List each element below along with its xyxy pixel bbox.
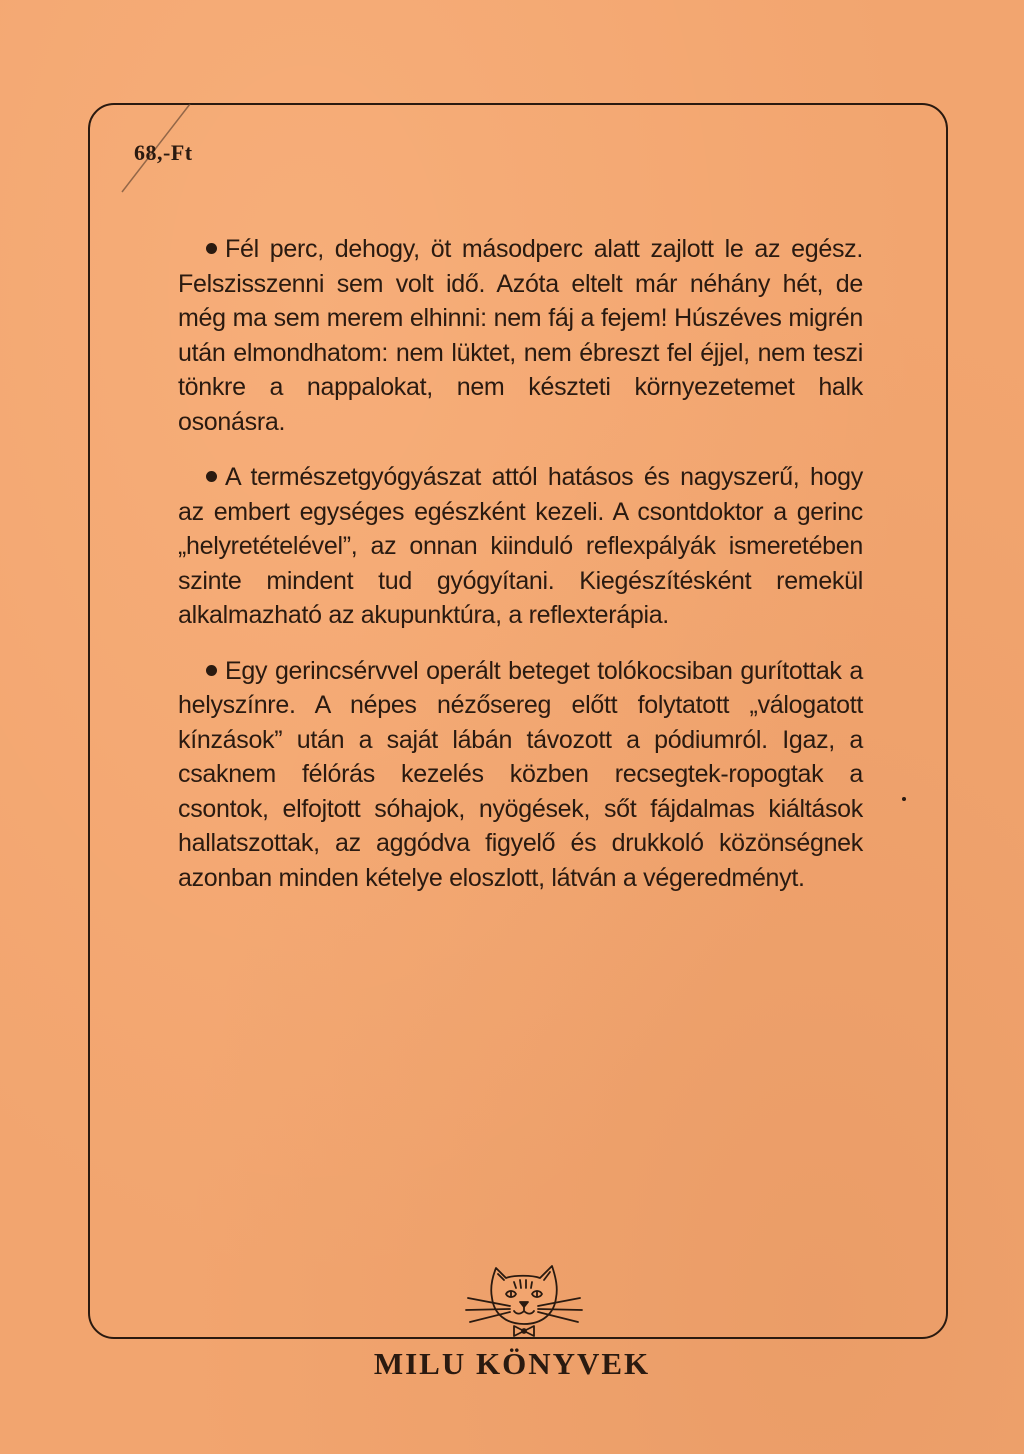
speck-mark xyxy=(902,797,906,801)
bullet-icon xyxy=(206,471,217,482)
blurb-paragraph-2 xyxy=(178,460,863,633)
bullet-icon xyxy=(206,665,217,676)
bullet-icon xyxy=(206,243,217,254)
paragraph-text: A természetgyógyászat attól hatásos és nagyszerű, hogy az embert egységes egészként kezeli. A csontdoktor a gerinc „helyretételével”, az onnan kiinduló reflexpályák ismeretében szinte mindent tud gyógyítani. Kiegészítésként remekül alkalmazható az akupunktúra, a reflexterápia. xyxy=(178,463,863,629)
paragraph-text: Egy gerincsérvvel operált beteget tolókocsiban gurítottak a helyszínre. A népes nézősereg előtt folytatott „válogatott kínzások” után a saját lábán távozott a pódiumról. Igaz, a csaknem félórás kezelés közben recsegtek-ropogtak a csontok, elfojtott sóhajok, nyögések, sőt fájdalmas kiáltások hallatszottak, az aggódva figyelő és drukkoló közönségnek azonban minden kételye eloszlott, látván a végeredményt. xyxy=(178,656,863,892)
publisher-name: MILU KÖNYVEK xyxy=(373,1346,651,1381)
blurb-text xyxy=(178,232,863,916)
cat-face-icon xyxy=(462,1258,586,1342)
blurb-paragraph-3 xyxy=(178,654,863,896)
paragraph-text: Fél perc, dehogy, öt másodperc alatt zajlott le az egész. Felszisszenni sem volt idő. Azóta eltelt már néhány hét, de még ma sem merem elhinni: nem fáj a fejem! Húszéves migrén után elmondhatom: nem lüktet, nem ébreszt fel éjjel, nem teszi tönkre a nappalokat, nem készteti környezetemet halk osonásra. xyxy=(178,235,863,436)
blurb-paragraph-1 xyxy=(178,232,863,439)
price-label: 68,-Ft xyxy=(134,140,193,165)
